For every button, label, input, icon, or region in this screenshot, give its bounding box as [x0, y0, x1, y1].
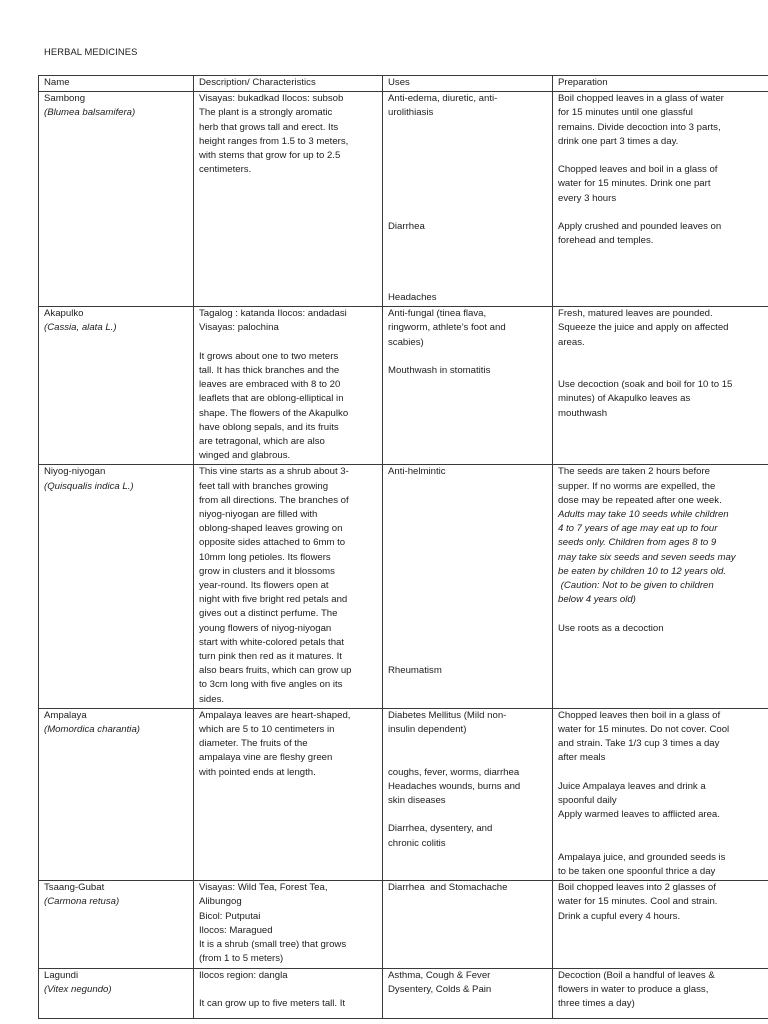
preparation-line: Boil chopped leaves in a glass of water [558, 93, 724, 105]
table-header-row [39, 76, 768, 92]
header-name: Name [39, 76, 194, 92]
preparation-cell [553, 92, 768, 307]
preparation-line: Decoction (Boil a handful of leaves & [558, 969, 715, 981]
description-line: grow in clusters and it blossoms [199, 565, 335, 577]
scientific-name: (Vitex negundo) [44, 983, 112, 995]
uses-line: Anti-helmintic [388, 466, 446, 478]
uses-line: Anti-fungal (tinea flava, [388, 308, 487, 320]
description-cell [194, 92, 383, 307]
spacer [388, 121, 548, 220]
preparation-line: 4 to 7 years of age may eat up to four [558, 523, 718, 535]
preparation-cell [553, 881, 768, 968]
preparation-cell [553, 708, 768, 880]
preparation-line: drink one part 3 times a day. [558, 135, 679, 147]
preparation-line: flowers in water to produce a glass, [558, 983, 709, 995]
uses-line: Diabetes Mellitus (Mild non- [388, 709, 507, 721]
uses-line: Asthma, Cough & Fever [388, 969, 491, 981]
preparation-line: Use roots as a decoction [558, 622, 664, 634]
preparation-line: Fresh, matured leaves are pounded. [558, 308, 713, 320]
description-line: year-round. Its flowers open at [199, 580, 329, 592]
preparation-line: may take six seeds and seven seeds may [558, 551, 736, 563]
table-row [39, 465, 768, 708]
uses-line: Diarrhea [388, 221, 425, 232]
description-line: This vine starts as a shrub about 3- [199, 466, 349, 478]
description-line: which are 5 to 10 centimeters in [199, 724, 335, 736]
description-cell [194, 968, 383, 1018]
description-cell [194, 881, 383, 968]
description-line: Tagalog : katanda Ilocos: andadasi [199, 308, 347, 320]
description-line: Alibungog [199, 896, 242, 908]
preparation-line: Chopped leaves then boil in a glass of [558, 709, 721, 721]
uses-line: insulin dependent) [388, 724, 467, 736]
uses-line: Rheumatism [388, 665, 442, 677]
uses-cell [383, 881, 553, 968]
scientific-name: (Cassia, alata L.) [44, 322, 117, 334]
description-line: leaves are embraced with 8 to 20 [199, 379, 341, 391]
description-line: opposite sides attached to 6mm to [199, 537, 346, 549]
preparation-line: below 4 years old) [558, 594, 636, 606]
description-cell [194, 465, 383, 708]
scientific-name: (Blumea balsamifera) [44, 107, 136, 119]
preparation-line: water for 15 minutes. Drink one part [558, 178, 711, 190]
uses-line: chronic colitis [388, 837, 446, 849]
spacer [199, 336, 378, 350]
preparation-line: Apply crushed and pounded leaves on [558, 221, 722, 232]
spacer [558, 149, 765, 163]
description-line: shape. The flowers of the Akapulko [199, 407, 349, 419]
spacer [558, 766, 765, 780]
uses-line: Dysentery, Colds & Pain [388, 983, 492, 995]
description-line: feet tall with branches growing [199, 480, 329, 492]
description-line: leaflets that are oblong-elliptical in [199, 393, 344, 405]
plant-name: Ampalaya [44, 709, 87, 721]
preparation-line: dose may be repeated after one week. [558, 494, 722, 506]
description-line: gives out a distinct perfume. The [199, 608, 338, 620]
preparation-line: (Caution: Not to be given to children [558, 580, 714, 592]
uses-cell [383, 307, 553, 465]
preparation-line: Apply warmed leaves to afflicted area. [558, 809, 720, 821]
preparation-line: spoonful daily [558, 795, 617, 807]
description-line: night with five bright red petals and [199, 594, 348, 606]
spacer [558, 822, 765, 850]
description-line: Ilocos: Maragued [199, 924, 273, 936]
description-line: Ampalaya leaves are heart-shaped, [199, 709, 351, 721]
header-description: Description/ Characteristics [194, 76, 383, 92]
preparation-line: Juice Ampalaya leaves and drink a [558, 780, 706, 792]
description-line: It can grow up to five meters tall. It [199, 997, 346, 1009]
uses-cell [383, 708, 553, 880]
description-line: height ranges from 1.5 to 3 meters, [199, 135, 349, 147]
description-line: winged and glabrous. [199, 450, 291, 462]
spacer [558, 350, 765, 378]
preparation-line: Drink a cupful every 4 hours. [558, 910, 681, 922]
description-line: to 3cm long with five angles on its [199, 679, 343, 691]
description-line: Visayas: Wild Tea, Forest Tea, [199, 882, 328, 894]
description-line: (from 1 to 5 meters) [199, 953, 284, 965]
preparation-line: be eaten by children 10 to 12 years old. [558, 565, 727, 577]
preparation-line: The seeds are taken 2 hours before [558, 466, 710, 478]
document-title: HERBAL MEDICINES [44, 46, 138, 57]
table-row [39, 307, 768, 465]
uses-line: Diarrhea and Stomachache [388, 882, 508, 894]
preparation-line: after meals [558, 752, 606, 764]
description-line: start with white-colored petals that [199, 636, 345, 648]
description-line: The plant is a strongly aromatic [199, 107, 333, 119]
spacer [388, 350, 548, 364]
description-line: Visayas: bukadkad Ilocos: subsob [199, 93, 344, 105]
uses-line: Headaches wounds, burns and [388, 780, 521, 792]
preparation-line: minutes) of Akapulko leaves as [558, 393, 691, 405]
description-line: herb that grows tall and erect. Its [199, 121, 339, 133]
preparation-line: supper. If no worms are expelled, the [558, 480, 716, 492]
header-preparation: Preparation [553, 76, 768, 92]
description-line: sides. [199, 693, 225, 705]
description-line: with stems that grow for up to 2.5 [199, 150, 341, 162]
name-cell [39, 708, 194, 880]
preparation-line: Chopped leaves and boil in a glass of [558, 164, 718, 176]
scientific-name: (Momordica charantia) [44, 724, 140, 736]
table-row [39, 708, 768, 880]
description-line: diameter. The fruits of the [199, 738, 308, 750]
spacer [199, 983, 378, 997]
preparation-line: Adults may take 10 seeds while children [558, 509, 729, 521]
description-line: It is a shrub (small tree) that grows [199, 939, 347, 951]
header-uses: Uses [383, 76, 553, 92]
description-line: are tetragonal, which are also [199, 436, 325, 448]
description-line: It grows about one to two meters [199, 350, 339, 362]
uses-cell [383, 92, 553, 307]
uses-line: Mouthwash in stomatitis [388, 365, 491, 376]
preparation-line: areas. [558, 336, 585, 348]
spacer [388, 808, 548, 822]
plant-name: Niyog-niyogan [44, 466, 106, 478]
description-line: ampalaya vine are fleshy green [199, 752, 333, 764]
plant-name: Sambong [44, 93, 86, 105]
preparation-line: Use decoction (soak and boil for 10 to 15 [558, 379, 733, 391]
description-line: Bicol: Putputai [199, 910, 261, 922]
uses-line: ringworm, athlete’s foot and [388, 322, 506, 334]
preparation-line: to be taken one spoonful thrice a day [558, 866, 716, 878]
description-line: tall. It has thick branches and the [199, 365, 340, 376]
description-cell [194, 708, 383, 880]
preparation-line: three times a day) [558, 997, 635, 1009]
preparation-line: remains. Divide decoction into 3 parts, [558, 121, 721, 133]
preparation-line: seeds only. Children from ages 8 to 9 [558, 537, 717, 549]
preparation-line: water for 15 minutes. Cool and strain. [558, 896, 718, 908]
preparation-line: Ampalaya juice, and grounded seeds is [558, 851, 726, 863]
description-line: from all directions. The branches of [199, 494, 349, 506]
name-cell [39, 92, 194, 307]
plant-name: Tsaang-Gubat [44, 882, 105, 894]
spacer [388, 480, 548, 665]
description-line: young flowers of niyog-niyogan [199, 622, 332, 634]
uses-line: Diarrhea, dysentery, and [388, 823, 493, 835]
preparation-cell [553, 307, 768, 465]
name-cell [39, 968, 194, 1018]
preparation-cell [553, 465, 768, 708]
uses-line: Headaches [388, 292, 437, 303]
description-cell [194, 307, 383, 465]
uses-line: scabies) [388, 336, 424, 348]
uses-line: Anti-edema, diuretic, anti- [388, 93, 498, 105]
description-line: Ilocos region: dangla [199, 969, 288, 981]
name-cell [39, 881, 194, 968]
description-line: have oblong sepals, and its fruits [199, 421, 339, 433]
description-line: oblong-shaped leaves growing on [199, 523, 343, 535]
table-row [39, 92, 768, 307]
uses-cell [383, 968, 553, 1018]
table-row [39, 968, 768, 1018]
description-line: 10mm long petioles. Its flowers [199, 551, 331, 563]
preparation-line: mouthwash [558, 407, 608, 419]
uses-cell [383, 465, 553, 708]
preparation-line: water for 15 minutes. Do not cover. Cool [558, 724, 730, 736]
description-line: centimeters. [199, 164, 252, 176]
description-line: turn pink then red as it matures. It [199, 651, 342, 663]
plant-name: Akapulko [44, 308, 84, 320]
name-cell [39, 465, 194, 708]
table-row [39, 881, 768, 968]
preparation-cell [553, 968, 768, 1018]
preparation-line: every 3 hours [558, 192, 617, 204]
preparation-line: Boil chopped leaves into 2 glasses of [558, 882, 716, 894]
preparation-line: forehead and temples. [558, 235, 654, 247]
spacer [558, 206, 765, 220]
scientific-name: (Carmona retusa) [44, 896, 120, 908]
spacer [388, 234, 548, 291]
spacer [558, 607, 765, 621]
description-line: Visayas: palochina [199, 322, 279, 334]
name-cell [39, 307, 194, 465]
herbal-medicines-table [38, 75, 768, 1019]
uses-line: coughs, fever, worms, diarrhea [388, 766, 520, 778]
description-line: niyog-niyogan are filled with [199, 509, 318, 521]
preparation-line: and strain. Take 1/3 cup 3 times a day [558, 738, 720, 750]
uses-line: skin diseases [388, 795, 446, 807]
plant-name: Lagundi [44, 969, 79, 981]
description-line: with pointed ends at length. [199, 766, 316, 778]
uses-line: urolithiasis [388, 107, 434, 119]
scientific-name: (Quisqualis indica L.) [44, 480, 134, 492]
preparation-line: for 15 minutes until one glassful [558, 107, 693, 119]
preparation-line: Squeeze the juice and apply on affected [558, 322, 729, 334]
description-line: also bears fruits, which can grow up [199, 665, 352, 677]
spacer [388, 737, 548, 765]
